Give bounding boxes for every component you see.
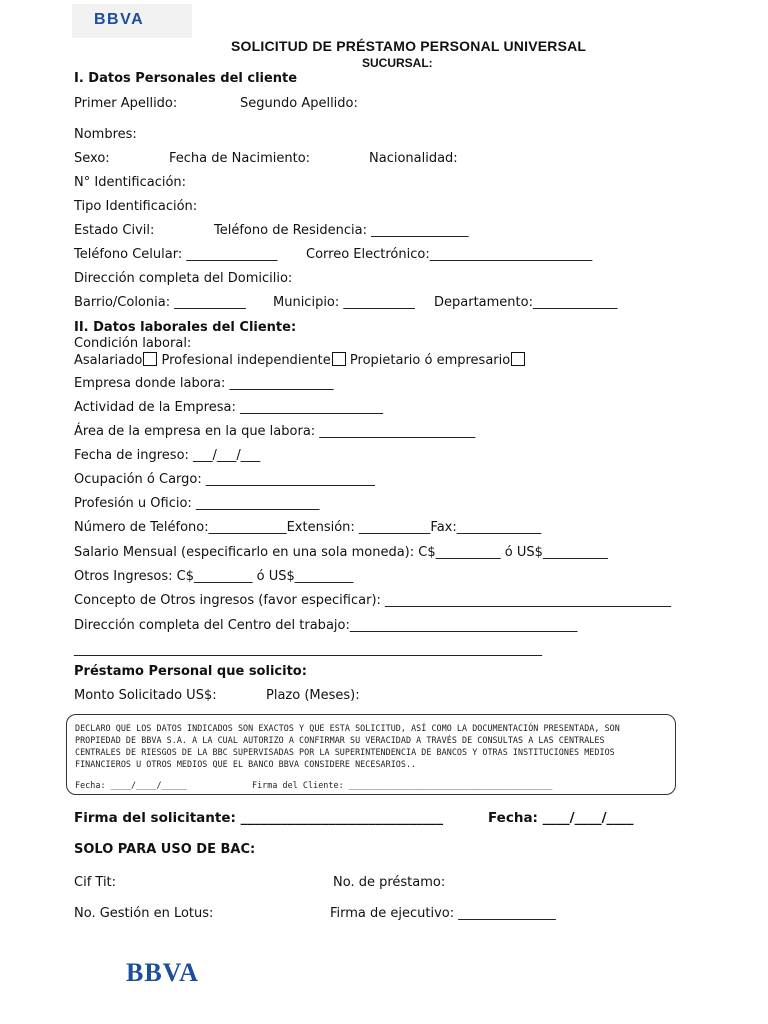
declaration-firma-cliente: Firma del Cliente: ________________________________________	[252, 780, 553, 790]
field-concepto-ingresos: Concepto de Otros ingresos (favor especificar): ____________________________________________	[74, 593, 672, 608]
declaration-line-2: PROPIEDAD DE BBVA S.A. A LA CUAL AUTORIZO A CONFIRMAR SU VERACIDAD A TRAVÉS DE CONSULTAS A LAS CENTRALES	[75, 735, 605, 745]
field-linea-extra: ________________________________________________________________________	[74, 642, 542, 657]
field-departamento: Departamento:_____________	[434, 295, 618, 310]
field-direccion-domicilio: Dirección completa del Domicilio:	[74, 271, 293, 286]
section-bank-use-heading: SOLO PARA USO DE BAC:	[74, 842, 256, 857]
field-fecha-solicitante: Fecha: ____/____/____	[488, 810, 634, 826]
field-otros-ingresos: Otros Ingresos: C$_________ ó US$_________	[74, 569, 354, 584]
field-direccion-trabajo: Dirección completa del Centro del trabajo:___________________________________	[74, 618, 578, 633]
field-salario: Salario Mensual (especificarlo en una sola moneda): C$__________ ó US$__________	[74, 545, 608, 560]
asalariado-checkbox[interactable]	[143, 352, 157, 366]
field-segundo-apellido: Segundo Apellido:	[240, 96, 358, 111]
option-propietario-label: Propietario ó empresario	[349, 353, 511, 368]
propietario-checkbox[interactable]	[511, 352, 525, 366]
option-profesional-label: Profesional independiente	[161, 353, 331, 368]
condicion-options	[74, 352, 525, 368]
branch-label: SUCURSAL:	[362, 56, 433, 70]
field-num-identificacion: N° Identificación:	[74, 175, 187, 190]
field-nacionalidad: Nacionalidad:	[369, 151, 458, 166]
field-telefono-celular: Teléfono Celular: ______________	[74, 247, 278, 262]
section-loan-heading: Préstamo Personal que solicito:	[74, 664, 307, 679]
field-gestion-lotus: No. Gestión en Lotus:	[74, 906, 214, 921]
field-sexo: Sexo:	[74, 151, 110, 166]
field-firma-ejecutivo: Firma de ejecutivo: _______________	[330, 906, 556, 921]
declaration-line-3: CENTRALES DE RIESGOS DE LA BBC SUPERVISADAS POR LA SUPERINTENDENCIA DE BANCOS Y OTRAS INSTITUCIONES MEDIOS	[75, 747, 615, 757]
bbva-logo-bottom: BBVA	[126, 958, 199, 987]
field-area: Área de la empresa en la que labora: ________________________	[74, 424, 476, 439]
declaration-line-1: DECLARO QUE LOS DATOS INDICADOS SON EXACTOS Y QUE ESTA SOLICITUD, ASÍ COMO LA DOCUMENTACIÓN PRESENTADA, SON	[75, 723, 620, 733]
declaration-fecha: Fecha: ____/____/_____	[75, 780, 188, 790]
bbva-logo-text: BBVA	[94, 11, 145, 28]
field-profesion: Profesión u Oficio: ___________________	[74, 496, 320, 511]
form-title: SOLICITUD DE PRÉSTAMO PERSONAL UNIVERSAL	[231, 38, 587, 54]
field-condicion-laboral: Condición laboral:	[74, 336, 192, 351]
field-monto: Monto Solicitado US$:	[74, 688, 217, 703]
field-num-prestamo: No. de préstamo:	[333, 875, 446, 890]
field-tipo-identificacion: Tipo Identificación:	[74, 199, 198, 214]
field-fecha-ingreso: Fecha de ingreso: ___/___/___	[74, 448, 261, 463]
field-estado-civil: Estado Civil:	[74, 223, 155, 238]
field-municipio: Municipio: ___________	[273, 295, 415, 310]
field-nombres: Nombres:	[74, 127, 137, 142]
field-telefono-trabajo: Número de Teléfono:____________Extensión: ___________Fax:_____________	[74, 520, 542, 535]
bbva-logo-top	[72, 4, 192, 38]
section-personal-heading: I. Datos Personales del cliente	[74, 71, 298, 86]
option-asalariado-label: Asalariado	[74, 353, 143, 368]
field-primer-apellido: Primer Apellido:	[74, 96, 178, 111]
profesional-checkbox[interactable]	[332, 352, 346, 366]
field-fecha-nacimiento: Fecha de Nacimiento:	[169, 151, 311, 166]
field-firma-solicitante: Firma del solicitante: ______________________________	[74, 810, 444, 826]
field-telefono-residencia: Teléfono de Residencia: _______________	[214, 223, 469, 238]
field-cif: Cif Tit:	[74, 875, 117, 890]
declaration-line-4: FINANCIEROS U OTROS MEDIOS QUE EL BANCO BBVA CONSIDERE NECESARIOS..	[75, 759, 417, 769]
field-barrio: Barrio/Colonia: ___________	[74, 295, 246, 310]
section-labor-heading: II. Datos laborales del Cliente:	[74, 320, 297, 335]
field-ocupacion: Ocupación ó Cargo: __________________________	[74, 472, 375, 487]
field-plazo: Plazo (Meses):	[266, 688, 360, 703]
field-actividad: Actividad de la Empresa: ______________________	[74, 400, 383, 415]
field-empresa: Empresa donde labora: ________________	[74, 376, 334, 391]
field-correo: Correo Electrónico:_________________________	[306, 247, 593, 262]
